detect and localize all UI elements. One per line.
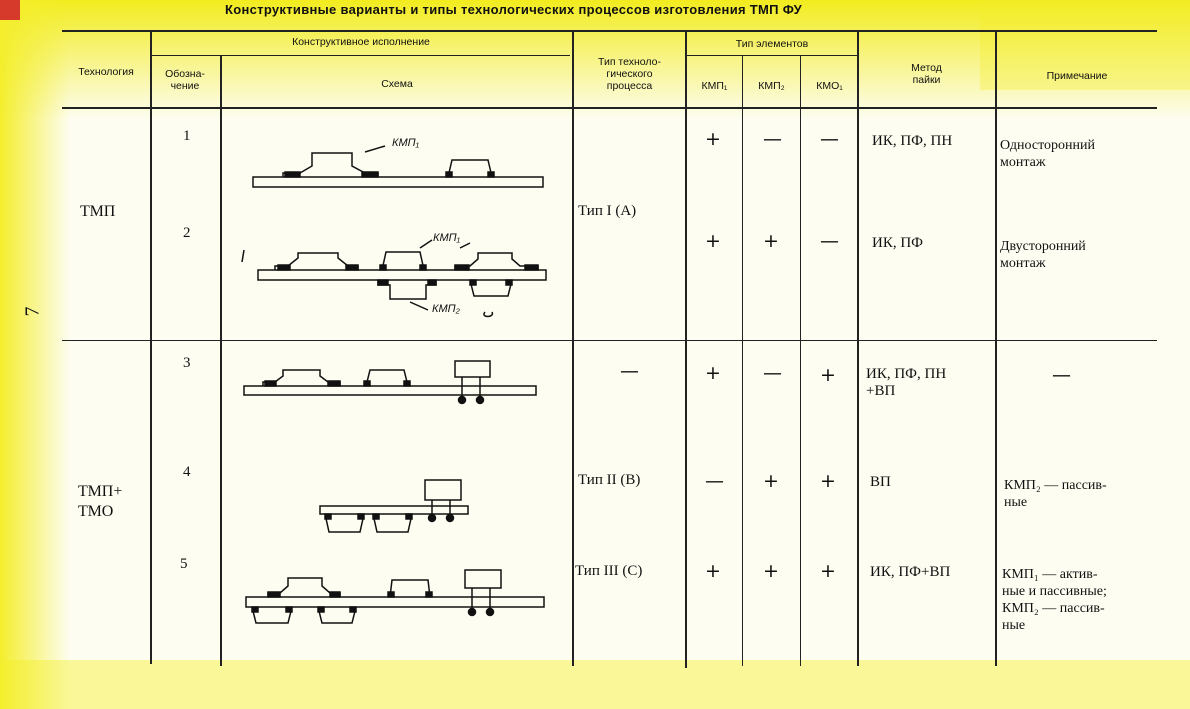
cell-kmo1: — [820, 128, 839, 150]
technology-tmp-tmo: ТМП+ ТМО [78, 483, 123, 520]
cell-note: КМП₂ — пассив- ные [1004, 478, 1107, 510]
cell-kmp1: + [705, 560, 721, 582]
cell-note: Двусторонний монтаж [1000, 239, 1086, 271]
cell-soldering: ВП [870, 474, 891, 490]
cell-kmo1: + [820, 364, 836, 386]
header-kmo1: КМО₁ [816, 80, 843, 92]
cell-note: КМП₁ — актив- ные и пассивные; КМП₂ — пассив- ные [1002, 567, 1107, 633]
header-technology: Технология [78, 66, 134, 78]
row-number: 4 [183, 464, 191, 480]
row-number: 1 [183, 128, 191, 144]
scheme-1-diagram [253, 146, 543, 187]
cell-kmp2: + [763, 230, 779, 252]
cell-kmp2: + [763, 560, 779, 582]
cell-kmp1: + [705, 230, 721, 252]
technology-tmp: ТМП [80, 203, 116, 220]
header-note: Примечание [1046, 70, 1108, 82]
header-kmp1: КМП₁ [701, 80, 728, 92]
header-scheme: Схема [381, 78, 413, 90]
process-type-4: Тип II (B) [578, 472, 641, 488]
process-type-1: Тип I (A) [578, 203, 637, 219]
cell-kmp1: — [705, 470, 724, 492]
cell-kmp2: — [763, 362, 782, 384]
page-number: 7 [21, 306, 44, 317]
cell-kmp2: — [763, 128, 782, 150]
process-type-5: Тип III (C) [575, 563, 643, 579]
table-title: Конструктивные варианты и типы технологических процессов изготовления ТМП ФУ [225, 2, 803, 17]
row-number: 3 [183, 355, 191, 371]
header-construction: Конструктивное исполнение [292, 36, 430, 48]
cell-kmp1: + [705, 362, 721, 384]
diagram-label-kmp2-scheme2: КМП₂ [432, 303, 460, 315]
scheme-4-diagram [320, 480, 468, 532]
diagram-label-kmp1-scheme2: КМП₁ [433, 232, 461, 244]
scheme-3-diagram [244, 361, 536, 404]
diagram-label-kmp1-scheme1: КМП₁ [392, 137, 420, 149]
cell-note: — [1052, 364, 1071, 386]
row-number: 5 [180, 556, 188, 572]
header-process-type: Тип техноло- гического процесса [598, 56, 661, 92]
header-kmp2: КМП₂ [758, 80, 785, 92]
header-designation: Обозна- чение [165, 68, 205, 92]
cell-soldering: ИК, ПФ+ВП [870, 564, 951, 580]
row-number: 2 [183, 225, 191, 241]
header-element-types: Тип элементов [735, 38, 809, 50]
cell-kmo1: + [820, 470, 836, 492]
cell-note: Односторонний монтаж [1000, 138, 1096, 170]
cell-kmo1: + [820, 560, 836, 582]
cell-kmo1: — [820, 230, 839, 252]
cell-soldering: ИК, ПФ [872, 235, 924, 251]
header-soldering: Метод пайки [911, 62, 942, 86]
cell-kmp1: + [705, 128, 721, 150]
scheme-2-diagram [242, 240, 546, 317]
scheme-5-diagram [246, 570, 544, 623]
process-type-3: — [620, 360, 639, 382]
cell-kmp2: + [763, 470, 779, 492]
cell-soldering: ИК, ПФ, ПН [872, 133, 953, 149]
cell-soldering: ИК, ПФ, ПН +ВП [866, 366, 947, 399]
